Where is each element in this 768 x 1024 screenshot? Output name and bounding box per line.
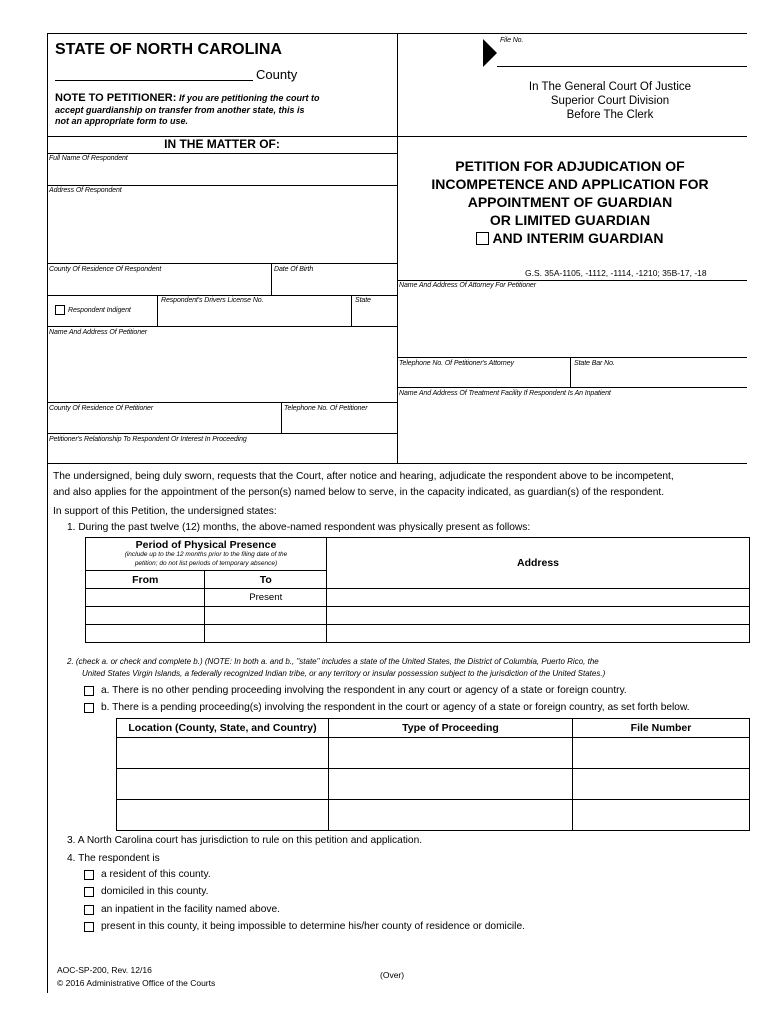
court-line-2: Superior Court Division <box>550 95 670 107</box>
item-2-line-1: 2. (check a. or check and complete b.) (NOTE: In both a. and b., "state" includes a state of the United States, the District of Columbia, Puerto Rico, the <box>67 657 599 666</box>
option-b-text: b. There is a pending proceeding(s) involving the respondent in the court or agency of a state or foreign country, as set forth below. <box>101 702 690 713</box>
period-sub-2: petition; do not list periods of temporary absence) <box>134 559 278 567</box>
rule <box>47 433 397 434</box>
facility-field[interactable] <box>398 400 746 460</box>
court-block <box>470 80 750 122</box>
support-line: In support of this Petition, the undersigned states: <box>53 506 277 517</box>
option-a-checkbox[interactable] <box>84 686 94 696</box>
rule <box>570 357 571 387</box>
present-text: present in this county, it being impossible to determine his/her county of residence or domicile. <box>101 921 525 932</box>
rule <box>271 263 272 295</box>
county-residence-label: County Of Residence Of Respondent <box>49 266 162 273</box>
petitioner-address-field[interactable] <box>48 338 396 400</box>
intro-line-2: and also applies for the appointment of the person(s) named below to serve, in the capacity indicated, as guardian(s) of the respondent. <box>53 487 665 498</box>
dob-label: Date Of Birth <box>274 266 314 273</box>
type-header: Type of Proceeding <box>329 719 573 738</box>
to-cell-present: Present <box>205 589 327 607</box>
resident-checkbox[interactable] <box>84 870 94 880</box>
court-line-3: Before The Clerk <box>566 109 654 121</box>
option-a-text: a. There is no other pending proceeding involving the respondent in any court or agency of a state or foreign country. <box>101 685 627 696</box>
to-cell[interactable] <box>205 607 327 625</box>
rule <box>351 295 352 326</box>
location-cell[interactable] <box>117 738 329 769</box>
file-no-label: File No. <box>500 37 524 44</box>
rule <box>281 402 282 433</box>
presence-table <box>85 537 750 643</box>
tel-petitioner-label: Telephone No. Of Petitioner <box>284 405 368 412</box>
matter-heading: IN THE MATTER OF: <box>164 137 280 151</box>
to-header: To <box>205 571 327 589</box>
title-line-2: INCOMPETENCE AND APPLICATION FOR <box>431 176 709 192</box>
relationship-label: Petitioner's Relationship To Respondent Or Interest In Proceeding <box>49 436 247 443</box>
rule <box>47 326 397 327</box>
title-line-5-row <box>400 229 740 247</box>
rule <box>157 295 158 326</box>
form-id: AOC-SP-200, Rev. 12/16 <box>57 965 152 975</box>
location-cell[interactable] <box>117 769 329 800</box>
proceeding-table <box>116 718 750 831</box>
period-head: Period of Physical Presence <box>135 538 277 551</box>
present-checkbox[interactable] <box>84 922 94 932</box>
state-label: State <box>355 297 371 304</box>
attorney-label: Name And Address Of Attorney For Petitioner <box>399 282 536 289</box>
full-name-field[interactable] <box>48 164 396 184</box>
note-text-2: accept guardianship on transfer from another state, this is <box>55 104 305 115</box>
bar-no-label: State Bar No. <box>574 360 615 367</box>
rule <box>397 357 747 358</box>
full-name-label: Full Name Of Respondent <box>49 155 128 162</box>
period-sub-1: (include up to the 12 months prior to the filing date of the <box>124 550 288 558</box>
item-1: 1. During the past twelve (12) months, the above-named respondent was physically present as follows: <box>67 522 531 533</box>
rule <box>397 387 747 388</box>
address-cell[interactable] <box>327 607 750 625</box>
inpatient-checkbox[interactable] <box>84 905 94 915</box>
attorney-field[interactable] <box>398 292 746 356</box>
address-label: Address Of Respondent <box>49 187 122 194</box>
over-label: (Over) <box>380 970 405 980</box>
note-text-1: If you are petitioning the court to <box>178 93 320 103</box>
petitioner-address-label: Name And Address Of Petitioner <box>49 329 148 336</box>
resident-text: a resident of this county. <box>101 869 211 880</box>
title-line-4: OR LIMITED GUARDIAN <box>489 212 651 228</box>
statute-ref: G.S. 35A-1105, -1112, -1114, -1210; 35B-17, -18 <box>525 268 707 278</box>
file-no-line <box>497 66 747 67</box>
rule <box>397 280 747 281</box>
license-label: Respondent's Drivers License No. <box>161 297 264 304</box>
from-cell[interactable] <box>86 607 205 625</box>
state-title: STATE OF NORTH CAROLINA <box>55 41 282 58</box>
file-arrow-icon <box>483 39 497 67</box>
type-cell[interactable] <box>329 738 573 769</box>
interim-guardian-checkbox[interactable] <box>476 232 489 245</box>
title-line-1: PETITION FOR ADJUDICATION OF <box>455 158 685 174</box>
rule <box>47 185 397 186</box>
county-label: County <box>256 67 298 82</box>
intro-line-1: The undersigned, being duly sworn, requests that the Court, after notice and hearing, adjudicate the respondent above to be incompetent, <box>53 471 674 482</box>
from-header: From <box>86 571 205 589</box>
rule <box>47 263 397 264</box>
type-cell[interactable] <box>329 769 573 800</box>
attorney-tel-label: Telephone No. Of Petitioner's Attorney <box>399 360 514 367</box>
location-cell[interactable] <box>117 800 329 831</box>
domiciled-text: domiciled in this county. <box>101 886 209 897</box>
petition-title <box>400 157 740 247</box>
county-petitioner-label: County Of Residence Of Petitioner <box>49 405 154 412</box>
note-text-3: not an appropriate form to use. <box>55 116 189 126</box>
indigent-label: Respondent Indigent <box>68 307 131 314</box>
respondent-indigent-checkbox[interactable] <box>55 305 65 315</box>
file-number-cell[interactable] <box>573 800 750 831</box>
rule <box>47 295 397 296</box>
court-line-1: In The General Court Of Justice <box>528 81 692 93</box>
center-divider <box>397 33 398 463</box>
item-4: 4. The respondent is <box>67 853 160 864</box>
note-label: NOTE TO PETITIONER: <box>55 92 177 104</box>
to-cell[interactable] <box>205 625 327 643</box>
rule <box>47 402 397 403</box>
file-number-cell[interactable] <box>573 769 750 800</box>
file-number-header: File Number <box>573 719 750 738</box>
title-line-5: AND INTERIM GUARDIAN <box>492 230 664 246</box>
from-cell[interactable] <box>86 589 205 607</box>
address-header: Address <box>327 538 750 589</box>
domiciled-checkbox[interactable] <box>84 887 94 897</box>
title-line-3: APPOINTMENT OF GUARDIAN <box>467 194 673 210</box>
file-number-cell[interactable] <box>573 738 750 769</box>
address-cell[interactable] <box>327 589 750 607</box>
inpatient-text: an inpatient in the facility named above. <box>101 904 280 915</box>
type-cell[interactable] <box>329 800 573 831</box>
item-2-line-2: United States Virgin Islands, a federally recognized Indian tribe, or any territory or insular possession subject to the jurisdiction of the United States.) <box>82 669 606 678</box>
facility-label: Name And Address Of Treatment Facility If Respondent Is An Inpatient <box>399 390 611 397</box>
period-header <box>86 538 327 571</box>
item-3: 3. A North Carolina court has jurisdiction to rule on this petition and application. <box>67 835 423 846</box>
copyright: © 2016 Administrative Office of the Courts <box>57 978 216 988</box>
address-cell[interactable] <box>327 625 750 643</box>
address-field[interactable] <box>48 196 396 262</box>
note-to-petitioner <box>55 93 395 128</box>
county-line[interactable] <box>55 80 253 81</box>
header-bottom-line <box>47 463 747 464</box>
rule <box>47 153 397 154</box>
option-b-checkbox[interactable] <box>84 703 94 713</box>
from-cell[interactable] <box>86 625 205 643</box>
location-header: Location (County, State, and Country) <box>117 719 329 738</box>
